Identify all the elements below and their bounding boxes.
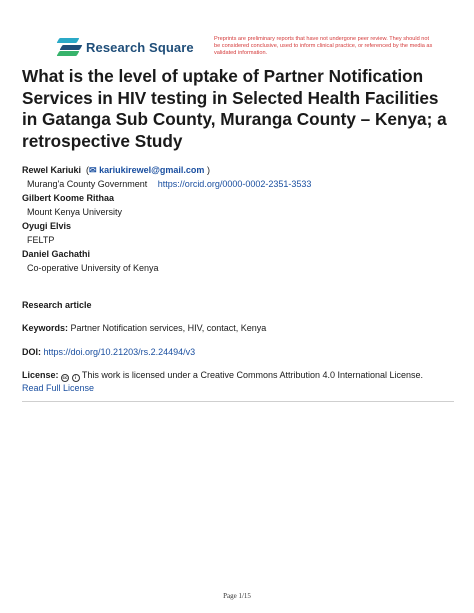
author-affiliation: Murang'a County Government https://orcid.org/0000-0002-2351-3533 xyxy=(27,179,312,189)
author-name: Gilbert Koome Rithaa xyxy=(22,193,115,203)
author-name: Rewel Kariuki xyxy=(22,165,82,175)
keywords-value: Partner Notification services, HIV, contact, Kenya xyxy=(70,323,267,333)
divider xyxy=(22,401,454,402)
preprint-disclaimer: Preprints are preliminary reports that have not undergone peer review. They should not be considered conclusive, used to inform clinical practice, or referenced by the media as validated information. xyxy=(214,36,433,56)
doi-label: DOI: xyxy=(22,347,41,357)
research-square-logo[interactable] xyxy=(58,38,194,56)
research-square-logo-icon xyxy=(58,38,80,56)
envelope-icon: ✉ xyxy=(89,165,97,175)
author-affiliation: Mount Kenya University xyxy=(27,207,123,217)
header xyxy=(58,36,454,60)
article-type: Research article xyxy=(22,300,92,310)
doi xyxy=(22,346,456,358)
author-name: Daniel Gachathi xyxy=(22,249,91,259)
author-affiliation: Co-operative University of Kenya xyxy=(27,263,159,273)
page-number: Page 1/15 xyxy=(223,592,251,600)
author-email-link[interactable]: ✉ kariukirewel@gmail.com xyxy=(89,165,205,175)
keywords-label: Keywords: xyxy=(22,323,69,333)
license-text: This work is licensed under a Creative Commons Attribution 4.0 International License. xyxy=(81,370,424,380)
author-entry: Rewel Kariuki (✉ kariukirewel@gmail.com ) xyxy=(22,165,210,175)
paper-title: What is the level of uptake of Partner Notification Services in HIV testing in Selected Health Facilities in Gatanga Sub County, Muranga County – Kenya; a retrospective Study xyxy=(22,66,447,151)
attribution-icon: i xyxy=(72,374,80,382)
author-list xyxy=(22,163,456,275)
brand-name: Research Square xyxy=(86,39,194,55)
author-affiliation: FELTP xyxy=(27,235,55,245)
read-full-license-link[interactable]: Read Full License xyxy=(22,383,95,393)
license-label: License: xyxy=(22,370,59,380)
orcid-link[interactable]: https://orcid.org/0000-0002-2351-3533 xyxy=(157,179,312,189)
keywords xyxy=(22,322,456,334)
license xyxy=(22,369,456,394)
doi-link[interactable]: https://doi.org/10.21203/rs.2.24494/v3 xyxy=(43,347,196,357)
author-name: Oyugi Elvis xyxy=(22,221,72,231)
creative-commons-icon: cc xyxy=(62,375,68,380)
